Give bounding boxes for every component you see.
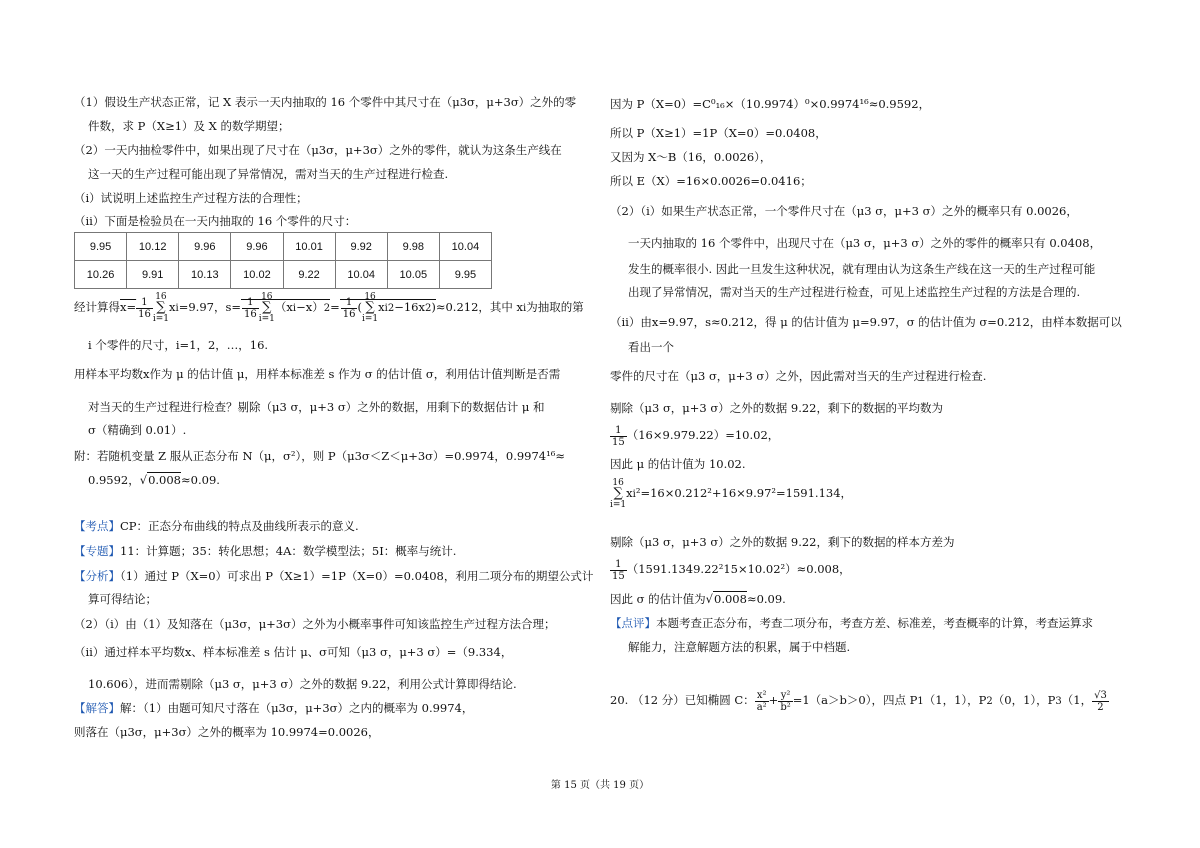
q20-a: a² [756, 701, 767, 713]
solution-r7: 发生的概率很小. 因此一旦发生这种状况，就有理由认为这条生产线在这一天的生产过程可能 [628, 262, 1096, 276]
table-cell: 9.91 [127, 261, 179, 289]
fenxi-tag: 【分析】 [74, 569, 120, 583]
use-line1: 用样本平均数x作为 μ 的估计值 μ，用样本标准差 s 作为 σ 的估计值 σ，利用估计值判断是否需 [74, 367, 561, 381]
kaodian-tag: 【考点】 [74, 519, 120, 533]
fenxi-line1 [74, 568, 593, 584]
q20-condition: =1（a＞b＞0），四点 P [792, 693, 918, 707]
question-part1-line2: 件数，求 P（X≥1）及 X 的数学期望； [88, 119, 290, 133]
solution-r6: 一天内抽取的 16 个零件中，出现尺寸在（μ3 σ，μ+3 σ）之外的零件的概率只有 0.0408， [628, 236, 1102, 250]
use-line2: 对当天的生产过程进行检查？剔除（μ3 σ，μ+3 σ）之外的数据，用剩下的数据估计 μ 和 [88, 400, 545, 414]
solution-r13 [610, 424, 779, 448]
calc-s1: （x [274, 300, 293, 314]
solution-r16: 剔除（μ3 σ，μ+3 σ）之外的数据 9.22，剩下的数据的样本方差为 [610, 535, 955, 549]
fenxi-text1: （1）通过 P（X=0）可求出 P（X≥1）=1P（X=0）=0.0408，利用二项分布的期望公式计 [120, 569, 594, 583]
calc-post2: 为抽取的第 [526, 300, 584, 314]
solution-r11: 零件的尺寸在（μ3 σ，μ+3 σ）之外，因此需对当天的生产过程进行检查. [610, 369, 987, 383]
q20-p2: （0，1），P [992, 693, 1056, 707]
fenxi-line2: 算可得结论； [88, 592, 157, 606]
appendix-value: 0.9592， [88, 473, 140, 487]
dianping-text1: 本题考查正态分布，考查二项分布，考查方差、标准差，考查概率的计算，考查运算求 [656, 616, 1093, 630]
calc-prefix: 经计算得 [74, 300, 120, 314]
r15-x: x [626, 486, 633, 500]
fenxi-line3: （2）（ⅰ）由（1）及知落在（μ3σ，μ+3σ）之外为小概率事件可知该监控生产过程方法合理； [74, 617, 556, 631]
table-cell: 10.05 [387, 261, 439, 289]
r18-approx: ≈0.09. [746, 592, 786, 606]
jieda-line2: 则落在（μ3σ，μ+3σ）之外的概率为 10.9974=0.0026， [74, 725, 380, 739]
solution-r3: 又因为 X～B（16，0.0026）， [610, 150, 772, 164]
dianping-line2: 解能力，注意解题方法的积累，属于中档题. [628, 640, 851, 654]
calc-s3: x [378, 300, 385, 314]
table-cell: 10.12 [127, 233, 179, 261]
kaodian-line [74, 518, 359, 534]
jieda-tag: 【解答】 [74, 701, 120, 715]
table-cell: 10.13 [179, 261, 231, 289]
zhuanti-tag: 【专题】 [74, 544, 120, 558]
question-part2-line2: 这一天的生产过程可能出现了异常情况，需对当天的生产过程进行检查. [88, 167, 449, 181]
fenxi-line4: （ⅱ）通过样本平均数x、样本标准差 s 估计 μ、σ可知（μ3 σ，μ+3 σ）=（9.334， [74, 645, 513, 659]
q20-x: x² [755, 690, 769, 702]
solution-r4: 所以 E（X）=16×0.0026=0.0416； [610, 174, 812, 188]
table-cell: 9.92 [335, 233, 387, 261]
table-row [75, 233, 492, 261]
calc-fraction [136, 297, 153, 320]
table-cell: 10.02 [231, 261, 283, 289]
dianping-tag: 【点评】 [610, 616, 656, 630]
question-part1-line1: （1）假设生产状态正常，记 X 表示一天内抽取的 16 个零件中其尺寸在（μ3σ，μ+3σ）之外的零 [74, 95, 577, 109]
r15-lower: i=1 [610, 500, 627, 510]
dianping-line1 [610, 615, 1093, 631]
solution-r14: 因此 μ 的估计值为 10.02. [610, 457, 746, 471]
calc-xbar: x= [120, 300, 137, 314]
calc-xbar-value: =9.97，s= [178, 300, 241, 314]
r17-fraction [610, 559, 627, 582]
table-cell: 9.98 [387, 233, 439, 261]
r15-text: ²=16×0.212²+16×9.97²=1591.134， [635, 486, 853, 500]
question-part2-line1: （2）一天内抽检零件中，如果出现了尺寸在（μ3σ，μ+3σ）之外的零件，就认为这条生产线在 [74, 143, 562, 157]
r15-upper: 16 [612, 478, 624, 488]
use-line3: σ（精确到 0.01）. [88, 423, 187, 437]
q20-p3: （1， [1061, 693, 1093, 707]
table-cell: 9.96 [231, 233, 283, 261]
zhuanti-text: 11：计算题；35：转化思想；4A：数学模型法；5I：概率与统计. [120, 544, 457, 558]
table-cell: 9.95 [75, 233, 127, 261]
calc-line2: i 个零件的尺寸，i=1，2，…，16. [88, 338, 269, 352]
calc-s4: −16x [394, 300, 425, 314]
table-cell: 10.04 [335, 261, 387, 289]
q20-x-frac [755, 690, 769, 713]
table-row [75, 261, 492, 289]
q20-p1: （1，1），P [923, 693, 987, 707]
solution-r12: 剔除（μ3 σ，μ+3 σ）之外的数据 9.22，剩下的数据的平均数为 [610, 401, 943, 415]
q20-prefix: 20. （12 分）已知椭圆 C： [610, 693, 755, 707]
q20-frac [1092, 690, 1109, 713]
measurement-table [74, 232, 492, 289]
question-i: （ⅰ）试说明上述监控生产过程方法的合理性； [74, 191, 308, 205]
solution-r15: 16 ∑ i=1 xi²=16×0.212²+16×9.97²=1591.134， [610, 478, 853, 510]
r13-num: 1 [610, 425, 627, 437]
sqrt-s1: $\frac{1}{16}$ 16 ∑ i=1 （xi−x）2 [241, 299, 330, 314]
q20-y-frac [778, 690, 792, 713]
appendix-line1: 附：若随机变量 Z 服从正态分布 N（μ，σ²），则 P（μ3σ＜Z＜μ+3σ）=0.9974，0.9974¹⁶≈ [74, 449, 565, 463]
solution-r8: 出现了异常情况，需对当天的生产过程进行检查，可见上述监控生产过程的方法是合理的. [628, 285, 1081, 299]
sum-symbol: 16 ∑ i=1 [152, 292, 170, 324]
solution-r1: 因为 P（X=0）=C⁰₁₆×（10.9974）⁰×0.9974¹⁶≈0.9592， [610, 97, 931, 111]
table-cell: 9.96 [179, 233, 231, 261]
page-footer: 第 15 页（共 19 页） [550, 780, 650, 791]
jieda-text1: 解：（1）由题可知尺寸落在（μ3σ，μ+3σ）之内的概率为 0.9974， [120, 701, 474, 715]
appendix-sqrt: 0.008 [148, 473, 182, 487]
fenxi-line5: 10.606），进而需剔除（μ3 σ，μ+3 σ）之外的数据 9.22，利用公式计算即得结论. [88, 677, 517, 691]
solution-r17 [610, 558, 851, 582]
appendix-approx: ≈0.09. [181, 473, 220, 487]
table-cell: 9.95 [439, 261, 491, 289]
table-cell: 10.04 [439, 233, 491, 261]
table-cell: 9.22 [283, 261, 335, 289]
kaodian-text: CP：正态分布曲线的特点及曲线所表示的意义. [120, 519, 359, 533]
solution-r9: （ⅱ）由x=9.97，s≈0.212，得 μ 的估计值为 μ=9.97，σ 的估计值为 σ=0.212，由样本数据可以 [610, 315, 1122, 329]
r18-sqrt: 0.008 [714, 592, 747, 606]
r13-fraction [610, 425, 627, 448]
solution-r5: （2）（ⅰ）如果生产状态正常，一个零件尺寸在（μ3 σ，μ+3 σ）之外的概率只有 0.0026， [610, 204, 1078, 218]
calc-post: ≈0.212，其中 x [435, 300, 524, 314]
r17-text: （1591.1349.22²15×10.02²）≈0.008， [626, 562, 851, 576]
question-ii: （ⅱ）下面是检验员在一天内抽取的 16 个零件的尺寸： [74, 214, 357, 228]
sum-lower: i=1 [152, 314, 170, 324]
r17-den: 15 [612, 570, 625, 582]
frac-den: 16 [138, 308, 151, 320]
solution-r2: 所以 P（X≥1）=1P（X=0）=0.0408， [610, 126, 827, 140]
r18-text: 因此 σ 的估计值为 [610, 592, 706, 606]
r17-num: 1 [610, 559, 627, 571]
table-cell: 10.26 [75, 261, 127, 289]
question-20: 20. （12 分）已知椭圆 C： $\frac{\text{x²}}{\text{a²}}$ + $\frac{\text{y²}}{\text{b²}}$ =1（a＞b＞0），四点 P1（1，1），P2（0，1），P3（1， $\frac{√3}{2}$ [610, 689, 1107, 713]
table-cell: 10.01 [283, 233, 335, 261]
calculation-line: 经计算得x= $\frac{1}{16}$ 16 ∑ i=1 xi=9.97，s= $\frac{1}{16}$ 16 ∑ i=1 （xi−x）2= $\frac{1}{16}$ ( 16 ∑ i=1 xi2−16x2)≈0.212，其中 xi为抽取的第 [74, 292, 584, 324]
calc-xi: x [169, 300, 176, 314]
sqrt-s2: $\frac{1}{16}$ ( 16 ∑ i=1 xi2−16x2) [340, 299, 436, 314]
solution-r18: 因此 σ 的估计值为√0.008≈0.09. [610, 592, 786, 606]
calc-s2: −x） [296, 300, 324, 314]
r13-text: （16×9.979.22）=10.02， [626, 428, 780, 442]
frac-num: 1 [136, 297, 153, 309]
r13-den: 15 [612, 436, 625, 448]
jieda-line1 [74, 700, 473, 716]
q20-sqrt3: √3 [1094, 689, 1107, 701]
sum-upper: 16 [155, 292, 167, 302]
q20-b: b² [780, 701, 791, 713]
zhuanti-line [74, 543, 456, 559]
q20-y: y² [778, 690, 792, 702]
solution-r10: 看出一个 [628, 340, 674, 354]
r15-sum: 16 ∑ i=1 [610, 478, 627, 510]
appendix-line2: 0.9592，√0.008≈0.09. [88, 473, 220, 487]
q20-two: 2 [1097, 701, 1104, 713]
